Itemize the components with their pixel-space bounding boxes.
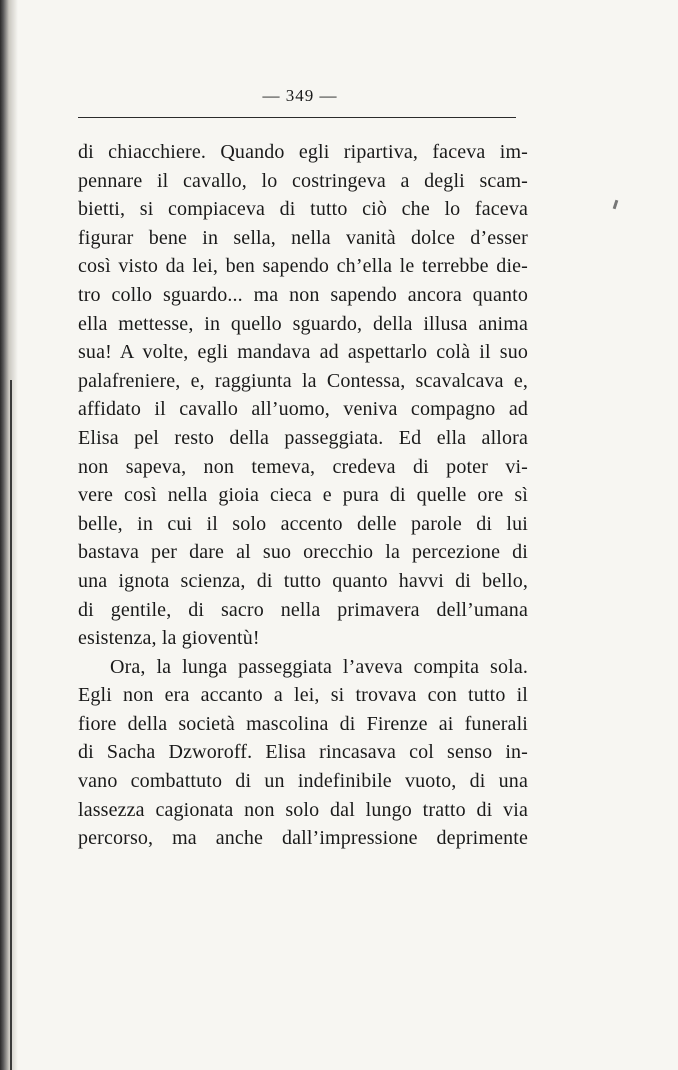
text-line: percorso, ma anche dall’impressione deprimente bbox=[78, 827, 528, 850]
text-line: così visto da lei, ben sapendo ch’ella le terrebbe die- bbox=[78, 255, 528, 278]
text-line: fiore della società mascolina di Firenze ai funerali bbox=[78, 712, 528, 735]
header-rule bbox=[78, 117, 516, 118]
text-line: bietti, si compiaceva di tutto ciò che lo faceva bbox=[78, 198, 528, 221]
text-line: affidato il cavallo all’uomo, veniva compagno ad bbox=[78, 398, 528, 421]
text-line: Elisa pel resto della passeggiata. Ed ella allora bbox=[78, 426, 528, 449]
paper-speck bbox=[613, 200, 619, 209]
text-line: belle, in cui il solo accento delle parole di lui bbox=[78, 512, 528, 535]
text-line: ella mettesse, in quello sguardo, della illusa anima bbox=[78, 312, 528, 335]
text-line: bastava per dare al suo orecchio la percezione di bbox=[78, 541, 528, 564]
text-line: vere così nella gioia cieca e pura di quelle ore sì bbox=[78, 484, 528, 507]
text-line: di chiacchiere. Quando egli ripartiva, faceva im- bbox=[78, 141, 528, 163]
text-line: vano combattuto di un indefinibile vuoto, di una bbox=[78, 770, 528, 793]
text-line: non sapeva, non temeva, credeva di poter vi- bbox=[78, 455, 528, 478]
text-line: esistenza, la gioventù! bbox=[78, 627, 260, 650]
binding-shadow bbox=[0, 0, 18, 1070]
binding-edge bbox=[10, 380, 12, 1070]
text-line: figurar bene in sella, nella vanità dolce d’esser bbox=[78, 226, 528, 249]
page-number: — 349 — bbox=[262, 86, 338, 105]
text-line: di gentile, di sacro nella primavera dell’umana bbox=[78, 598, 528, 621]
text-line: tro collo sguardo... ma non sapendo ancora quanto bbox=[78, 283, 528, 306]
text-line: sua! A volte, egli mandava ad aspettarlo colà il suo bbox=[78, 341, 528, 364]
body-text bbox=[78, 138, 528, 853]
text-line-paragraph-start: Ora, la lunga passeggiata l’aveva compita sola. bbox=[110, 655, 528, 678]
text-line: Egli non era accanto a lei, si trovava con tutto il bbox=[78, 684, 528, 707]
text-line: una ignota scienza, di tutto quanto havvi di bello, bbox=[78, 569, 528, 592]
text-line: di Sacha Dzworoff. Elisa rincasava col senso in- bbox=[78, 741, 528, 764]
text-line: lassezza cagionata non solo dal lungo tratto di via bbox=[78, 798, 528, 821]
text-line: pennare il cavallo, lo costringeva a degli scam- bbox=[78, 169, 528, 192]
text-line: palafreniere, e, raggiunta la Contessa, scavalcava e, bbox=[78, 369, 528, 392]
